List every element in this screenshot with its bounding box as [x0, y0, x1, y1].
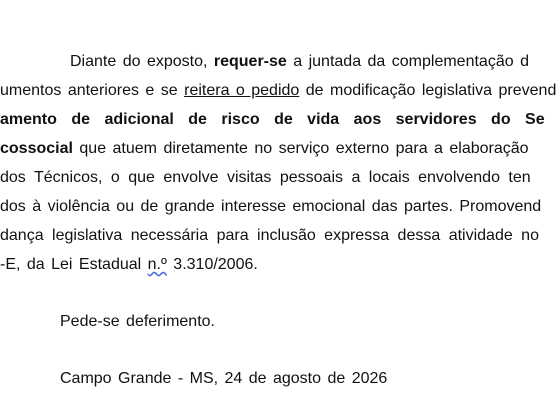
text-run: dança legislativa necessária para inclusão expressa dessa atividade no [0, 227, 539, 244]
text-run: de modificação legislativa prevend [305, 82, 557, 99]
paragraph-line-1 [70, 52, 560, 72]
paragraph-line-8 [0, 255, 560, 275]
closing-text: Pede-se deferimento. [60, 313, 215, 330]
place-date-line [60, 369, 560, 389]
text-run: umentos anteriores e se [0, 82, 178, 99]
text-run: dos Técnicos, o que envolve visitas pessoais a locais envolvendo ten [0, 169, 531, 186]
spellcheck-underlined-text[interactable]: n.º [147, 256, 167, 273]
paragraph-line-6 [0, 197, 560, 217]
underlined-text-reitera: reitera o pedido [184, 82, 300, 99]
bold-text-requer-se: requer-se [213, 53, 287, 70]
bold-text-psicossocial: cossocial [0, 140, 73, 157]
paragraph-line-2 [0, 81, 560, 101]
closing-line [60, 312, 560, 332]
paragraph-line-4 [0, 139, 560, 159]
text-run: que atuem diretamente no serviço externo para a elaboração [79, 140, 529, 157]
paragraph-line-5 [0, 168, 560, 188]
text-run: Diante do exposto, [70, 53, 208, 70]
text-run: 3.310/2006. [173, 256, 258, 273]
paragraph-line-3 [0, 110, 560, 130]
place-date-text: Campo Grande - MS, 24 de agosto de 2026 [60, 370, 388, 387]
bold-text-run: amento de adicional de risco de vida aos servidores do Se [0, 111, 545, 128]
text-run: -E, da Lei Estadual [0, 256, 142, 273]
text-run: a juntada da complementação d [293, 53, 529, 70]
paragraph-line-7 [0, 226, 560, 246]
text-run: dos à violência ou de grande interesse emocional das partes. Promovend [0, 198, 542, 215]
